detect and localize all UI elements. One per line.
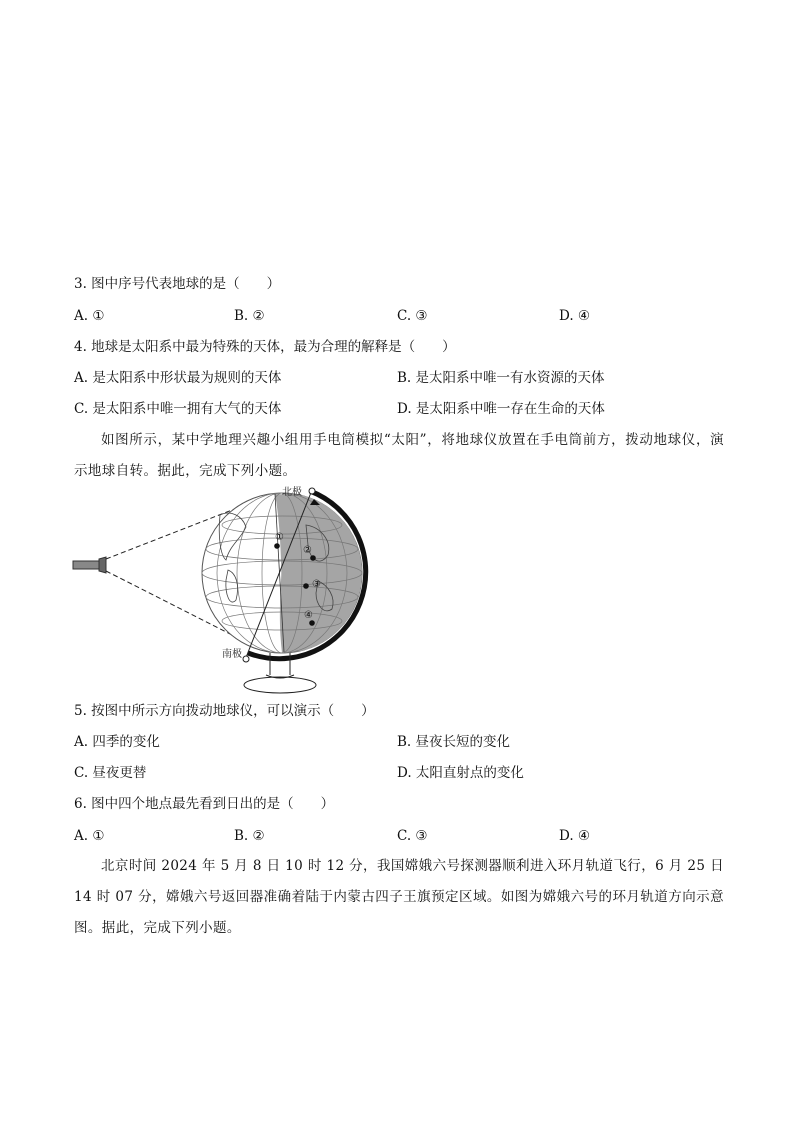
question-4-stem: 4. 地球是太阳系中最为特殊的天体，最为合理的解释是（ ） — [74, 339, 456, 355]
point-3-label: ③ — [312, 579, 321, 590]
globe — [202, 488, 366, 662]
point-1-label: ① — [275, 532, 284, 543]
flashlight-icon — [73, 557, 106, 573]
question-6-option-d: D. ④ — [559, 828, 591, 844]
question-4-option-a: A. 是太阳系中形状最为规则的天体 — [74, 370, 282, 386]
question-4-option-b: B. 是太阳系中唯一有水资源的天体 — [397, 370, 605, 386]
question-5-stem: 5. 按图中所示方向拨动地球仪，可以演示（ ） — [74, 703, 375, 719]
question-3-option-b: B. ② — [234, 308, 265, 324]
question-3-option-c: C. ③ — [397, 308, 428, 324]
point-2-label: ② — [303, 545, 312, 556]
point-4-label: ④ — [304, 610, 313, 621]
passage-change6-orbit: 北京时间 2024 年 5 月 8 日 10 时 12 分，我国嫦娥六号探测器顺利进入环月轨道飞行，6 月 25 日 14 时 07 分，嫦娥六号返回器准确着陆于内蒙古四子王旗预定区域。如图为嫦娥六号的环月轨道方向示意图。据此，完成下列小题。 — [74, 858, 724, 936]
question-4-option-d: D. 是太阳系中唯一存在生命的天体 — [397, 401, 605, 417]
globe-figure — [70, 485, 370, 697]
question-5-option-c: C. 昼夜更替 — [74, 765, 147, 781]
question-5-option-b: B. 昼夜长短的变化 — [397, 734, 511, 750]
question-6-stem: 6. 图中四个地点最先看到日出的是（ ） — [74, 796, 335, 812]
question-3-option-d: D. ④ — [559, 308, 591, 324]
question-6-option-b: B. ② — [234, 828, 265, 844]
question-6-option-a: A. ① — [74, 828, 105, 844]
passage-globe-experiment: 如图所示，某中学地理兴趣小组用手电筒模拟“太阳”，将地球仪放置在手电筒前方，拨动地球仪，演示地球自转。据此，完成下列小题。 — [74, 432, 724, 479]
south-pole-label: 南极 — [222, 649, 242, 660]
question-4-option-c: C. 是太阳系中唯一拥有大气的天体 — [74, 401, 282, 417]
north-pole-label: 北极 — [282, 487, 302, 498]
question-3-option-a: A. ① — [74, 308, 105, 324]
question-5-option-d: D. 太阳直射点的变化 — [397, 765, 524, 781]
question-3-stem: 3. 图中序号代表地球的是（ ） — [74, 276, 281, 292]
question-6-option-c: C. ③ — [397, 828, 428, 844]
question-5-option-a: A. 四季的变化 — [74, 734, 160, 750]
